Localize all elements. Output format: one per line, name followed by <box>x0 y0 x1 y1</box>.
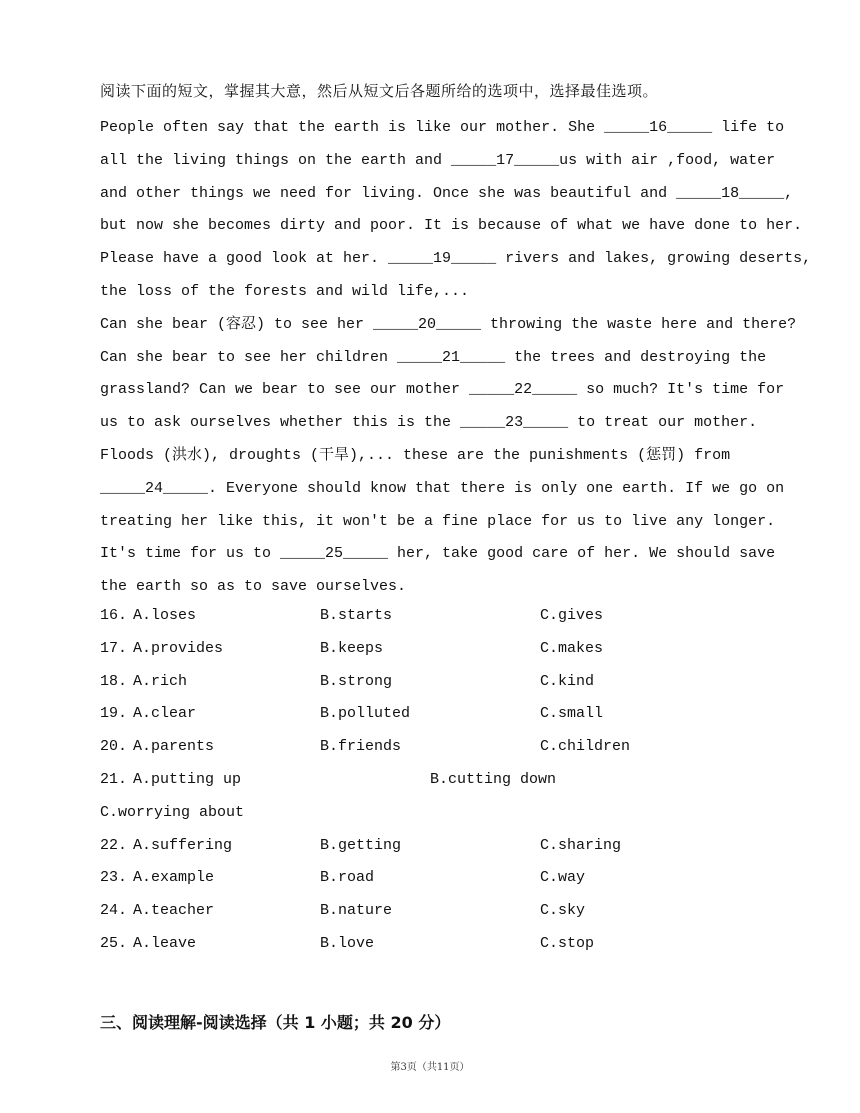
option-a: A.putting up <box>133 770 242 788</box>
passage-line: People often say that the earth is like our mother. She _____16_____ life to <box>100 119 785 136</box>
option-c: C.children <box>540 738 631 756</box>
option-a: A.suffering <box>133 836 233 854</box>
option-b: B.strong <box>320 672 393 690</box>
option-a: A.parents <box>133 738 215 756</box>
instruction-text: 阅读下面的短文，掌握其大意，然后从短文后各题所给的选项中，选择最佳选项。 <box>100 82 659 100</box>
option-c: C.small <box>540 705 604 723</box>
option-c: C.stop <box>540 934 595 952</box>
passage-line: It's time for us to _____25_____ her, take good care of her. We should save <box>100 545 776 563</box>
passage-line: Floods (洪水), droughts (干旱),... these are the punishments (惩罚) from <box>100 446 731 464</box>
page-footer: 第3页（共11页） <box>390 1062 470 1073</box>
question-25 <box>100 932 780 965</box>
passage-line: the earth so as to save ourselves. <box>100 578 407 596</box>
option-b: B.love <box>320 934 375 952</box>
question-16 <box>100 604 780 637</box>
section-heading: 三、阅读理解-阅读选择（共 1 小题；共 20 分） <box>100 1013 451 1032</box>
option-a: A.teacher <box>133 902 215 920</box>
option-b: B.nature <box>320 902 393 920</box>
passage-line: treating her like this, it won't be a fine place for us to live any longer. <box>100 512 776 530</box>
question-17 <box>100 637 780 670</box>
option-b: B.road <box>320 869 375 887</box>
option-b: B.friends <box>320 738 402 756</box>
option-c: C.gives <box>540 607 604 624</box>
question-23 <box>100 866 780 899</box>
option-b: B.starts <box>320 607 393 624</box>
question-number: 23. <box>100 869 128 887</box>
question-number: 18. <box>100 672 128 690</box>
passage-line: Can she bear to see her children _____21_____ the trees and destroying the <box>100 348 767 366</box>
question-21-continued <box>100 801 780 834</box>
option-c: C.sharing <box>540 836 622 854</box>
option-a: A.provides <box>133 639 224 657</box>
option-a: A.rich <box>133 672 188 690</box>
passage-line: grassland? Can we bear to see our mother _____22_____ so much? It's time for <box>100 381 785 399</box>
question-number: 24. <box>100 902 128 920</box>
question-24 <box>100 899 780 932</box>
option-c: C.way <box>540 869 586 887</box>
option-a: A.loses <box>133 607 197 624</box>
question-19 <box>100 702 780 735</box>
option-b: B.keeps <box>320 639 384 657</box>
question-number: 16. <box>100 607 128 624</box>
question-number: 20. <box>100 738 128 756</box>
option-a: A.example <box>133 869 215 887</box>
question-20 <box>100 735 780 768</box>
option-c: C.sky <box>540 902 586 920</box>
question-options <box>100 604 780 965</box>
option-a: A.clear <box>133 705 197 723</box>
cloze-passage <box>100 112 812 604</box>
passage-line: and other things we need for living. Once she was beautiful and _____18_____, <box>100 184 794 202</box>
option-b: B.polluted <box>320 705 411 723</box>
question-number: 21. <box>100 770 128 788</box>
passage-line: all the living things on the earth and _____17_____us with air ,food, water <box>100 151 776 169</box>
question-number: 19. <box>100 705 128 723</box>
question-18 <box>100 670 780 703</box>
question-number: 25. <box>100 934 128 952</box>
question-21 <box>100 768 780 801</box>
option-b: B.getting <box>320 836 402 854</box>
question-number: 17. <box>100 639 128 657</box>
option-b: B.cutting down <box>430 770 557 788</box>
option-a: A.leave <box>133 934 197 952</box>
option-c: C.worrying about <box>100 803 245 821</box>
passage-line: Can she bear (容忍) to see her _____20_____ throwing the waste here and there? <box>100 315 797 333</box>
question-number: 22. <box>100 836 128 854</box>
passage-line: _____24_____. Everyone should know that there is only one earth. If we go on <box>100 479 785 497</box>
option-c: C.kind <box>540 672 595 690</box>
passage-line: the loss of the forests and wild life,... <box>100 282 470 300</box>
passage-line: Please have a good look at her. _____19_____ rivers and lakes, growing deserts, <box>100 250 812 268</box>
passage-line: but now she becomes dirty and poor. It is because of what we have done to her. <box>100 217 803 235</box>
option-c: C.makes <box>540 639 604 657</box>
question-22 <box>100 834 780 867</box>
passage-line: us to ask ourselves whether this is the _____23_____ to treat our mother. <box>100 414 758 432</box>
